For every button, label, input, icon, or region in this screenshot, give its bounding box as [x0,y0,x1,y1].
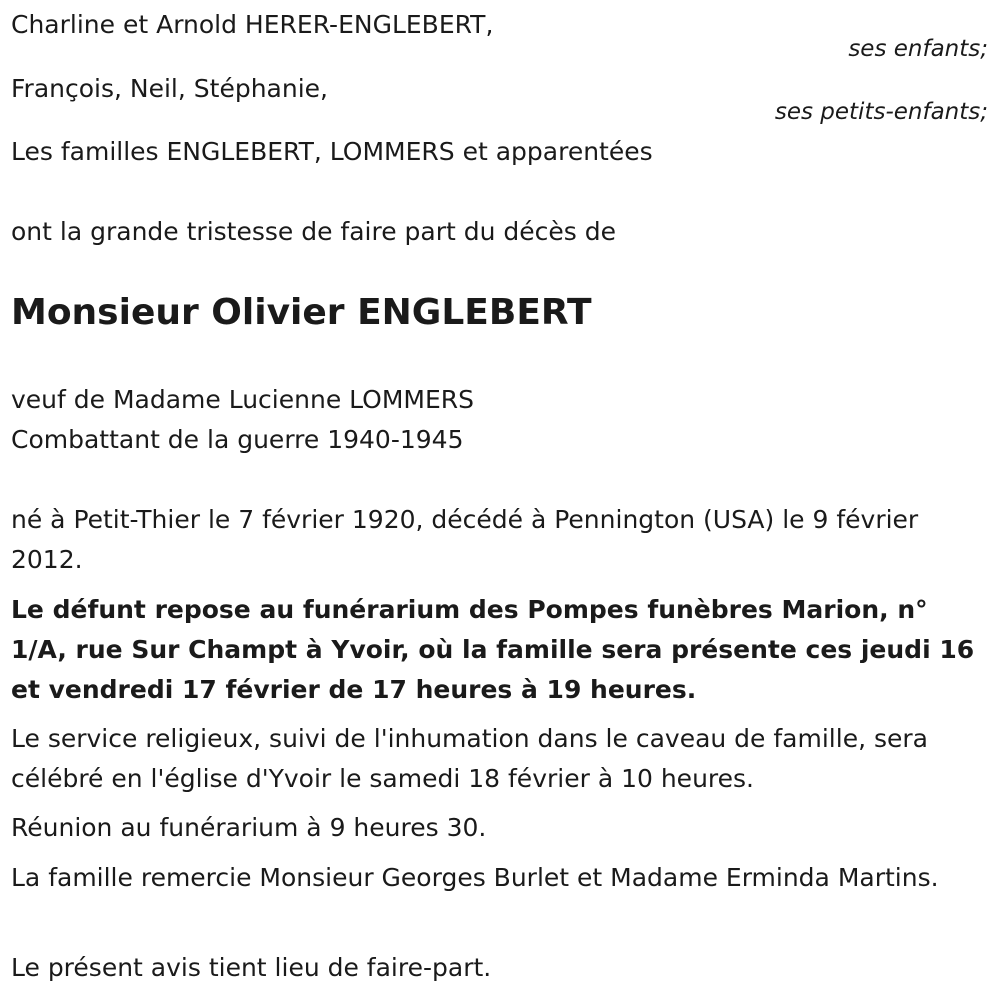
notice-paragraph: Le présent avis tient lieu de faire-part. [11,953,492,982]
veteran-line: Combattant de la guerre 1940-1945 [11,425,464,454]
service-paragraph: Le service religieux, suivi de l'inhumation dans le caveau de famille, sera célébré en l'église d'Yvoir le samedi 18 février à 10 heures. [11,724,928,793]
deceased-name: Monsieur Olivier ENGLEBERT [11,292,592,333]
announcement-text: ont la grande tristesse de faire part du décès de [11,217,617,246]
birth-death-paragraph: né à Petit-Thier le 7 février 1920, décédé à Pennington (USA) le 9 février 2012. [11,505,919,574]
visitation-paragraph: Le défunt repose au funérarium des Pompes funèbres Marion, n° 1/A, rue Sur Champt à Yvoir, où la famille sera présente ces jeudi 16 et vendredi 17 février de 17 heures à 19 heures. [11,595,975,704]
children-names: Charline et Arnold HERER-ENGLEBERT, [11,10,494,39]
grandchildren-role: ses petits-enfants; [774,99,988,125]
grandchildren-names: François, Neil, Stéphanie, [11,74,328,103]
children-role: ses enfants; [848,36,988,62]
thanks-paragraph: La famille remercie Monsieur Georges Burlet et Madame Erminda Martins. [11,863,939,892]
meeting-paragraph: Réunion au funérarium à 9 heures 30. [11,813,487,842]
widower-line: veuf de Madame Lucienne LOMMERS [11,385,475,414]
families-line: Les familles ENGLEBERT, LOMMERS et apparentées [11,137,653,166]
